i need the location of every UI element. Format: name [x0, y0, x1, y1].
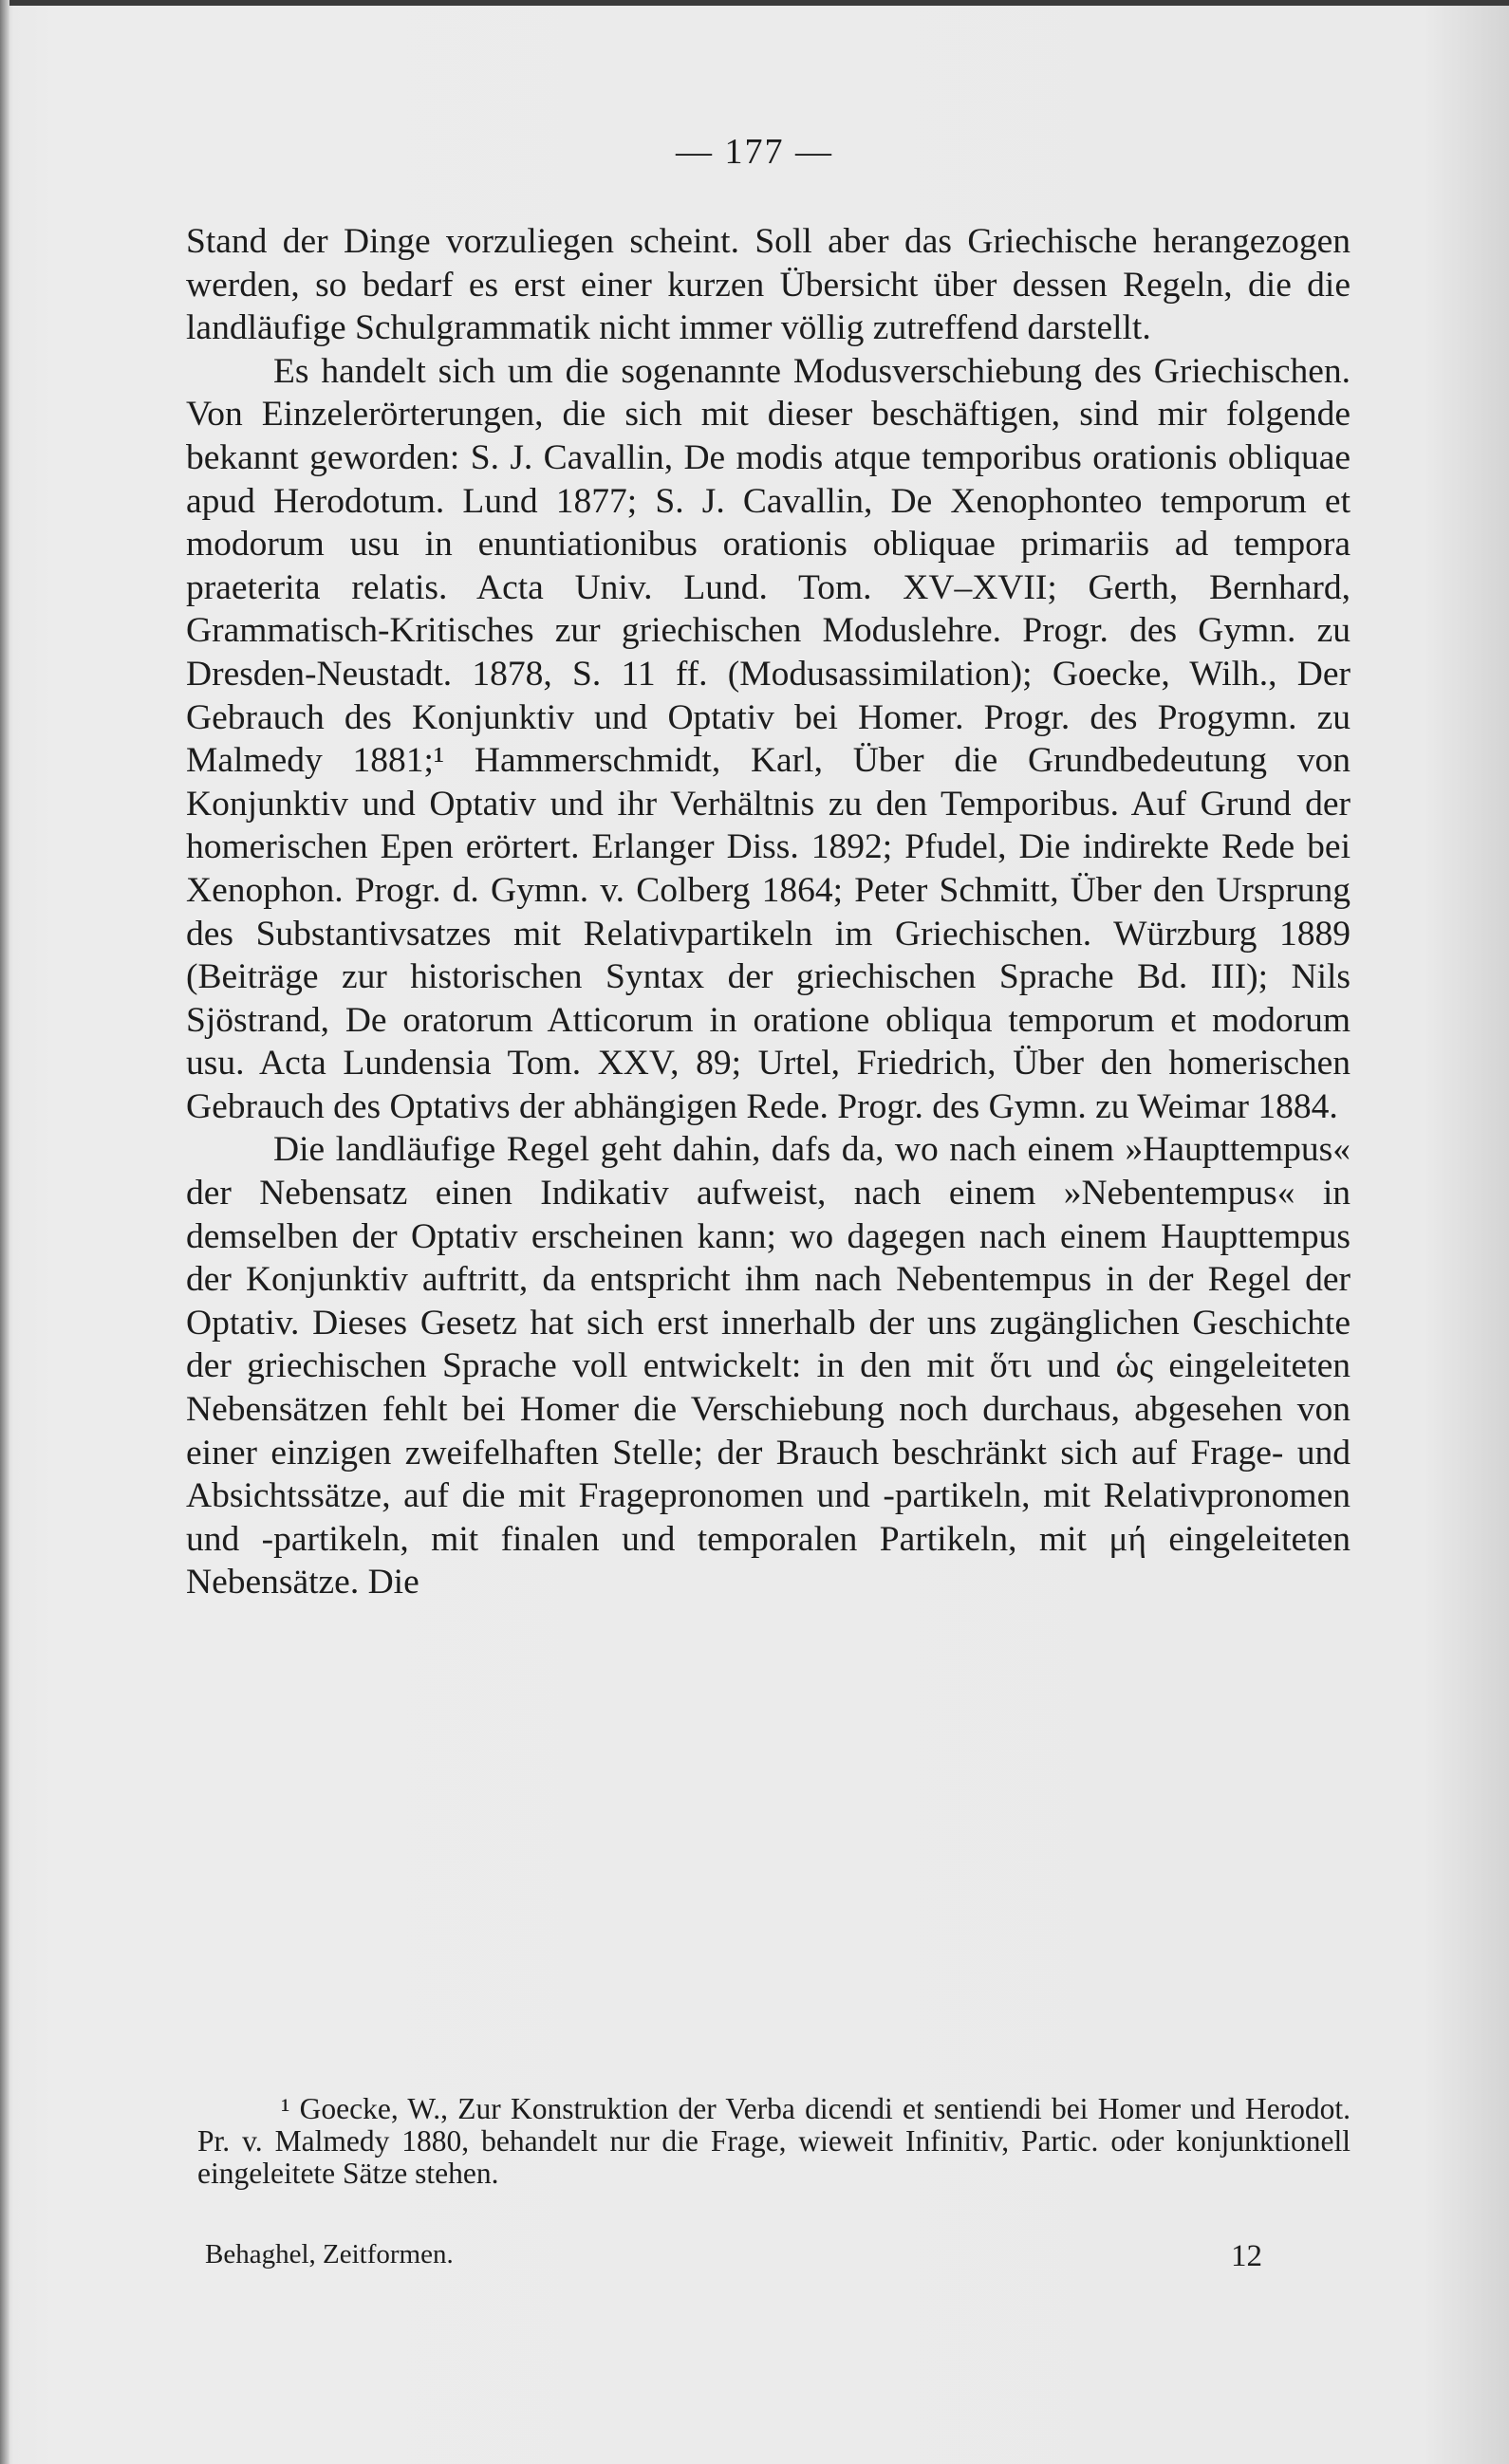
scan-top-edge [0, 0, 1509, 6]
paragraph-2: Es handelt sich um die sogenannte Modusverschiebung des Griechischen. Von Einzelerörterungen, die sich mit dieser beschäftigen, sind mir folgende bekannt geworden: S. J. Cavallin, De modis atque temporibus orationis obliquae apud Herodotum. Lund 1877; S. J. Cavallin, De Xenophonteo temporum et modorum usu in enuntiationibus orationis obliquae primariis ad tempora praeterita relatis. Acta Univ. Lund. Tom. XV–XVII; Gerth, Bernhard, Grammatisch-Kritisches zur griechischen Moduslehre. Progr. des Gymn. zu Dresden-Neustadt. 1878, S. 11 ff. (Modusassimilation); Goecke, Wilh., Der Gebrauch des Konjunktiv und Optativ bei Homer. Progr. des Progymn. zu Malmedy 1881;¹ Hammerschmidt, Karl, Über die Grundbedeutung von Konjunktiv und Optativ und ihr Verhältnis zu den Temporibus. Auf Grund der homerischen Epen erörtert. Erlanger Diss. 1892; Pfudel, Die indirekte Rede bei Xenophon. Progr. d. Gymn. v. Colberg 1864; Peter Schmitt, Über den Ursprung des Substantivsatzes mit Relativpartikeln im Griechischen. Würzburg 1889 (Beiträge zur historischen Syntax der griechischen Sprache Bd. III); Nils Sjöstrand, De oratorum Atticorum in oratione obliqua temporum et modorum usu. Acta Lundensia Tom. XXV, 89; Urtel, Friedrich, Über den homerischen Gebrauch des Optativs der abhängigen Rede. Progr. des Gymn. zu Weimar 1884. [186, 351, 1351, 1126]
signature-mark: 12 [1231, 2239, 1262, 2273]
main-text [186, 220, 1351, 1604]
paragraph-1: Stand der Dinge vorzuliegen scheint. Soll aber das Griechische herangezogen werden, so bedarf es erst einer kurzen Übersicht über dessen Regeln, die die landläufige Schulgrammatik nicht immer völlig zutreffend darstellt. [186, 222, 1351, 348]
running-title: Behaghel, Zeitformen. [205, 2239, 454, 2269]
page-number: — 177 — [676, 132, 833, 172]
paragraph-3: Die landläufige Regel geht dahin, dafs da, wo nach einem »Haupttempus« der Nebensatz einen Indikativ aufweist, nach einem »Nebentempus« in demselben der Optativ erscheinen kann; wo dagegen nach einem Haupttempus der Konjunktiv auftritt, da entspricht ihm nach Nebentempus in der Regel der Optativ. Dieses Gesetz hat sich erst innerhalb der uns zugänglichen Geschichte der griechischen Sprache voll entwickelt: in den mit ὅτι und ὡς eingeleiteten Nebensätzen fehlt bei Homer die Verschiebung noch durchaus, abgesehen von einer einzigen zweifelhaften Stelle; der Brauch beschränkt sich auf Frage- und Absichtssätze, auf die mit Fragepronomen und -partikeln, mit Relativpronomen und -partikeln, mit finalen und temporalen Partikeln, mit μή eingeleiteten Nebensätze. Die [186, 1130, 1351, 1603]
scan-left-edge [0, 0, 9, 2464]
footnote: ¹ Goecke, W., Zur Konstruktion der Verba dicendi et sentiendi bei Homer und Herodot. Pr. v. Malmedy 1880, behandelt nur die Frage, wieweit Infinitiv, Partic. oder konjunktionell eingeleitete Sätze stehen. [197, 2092, 1351, 2190]
page-footer [205, 2239, 1262, 2273]
